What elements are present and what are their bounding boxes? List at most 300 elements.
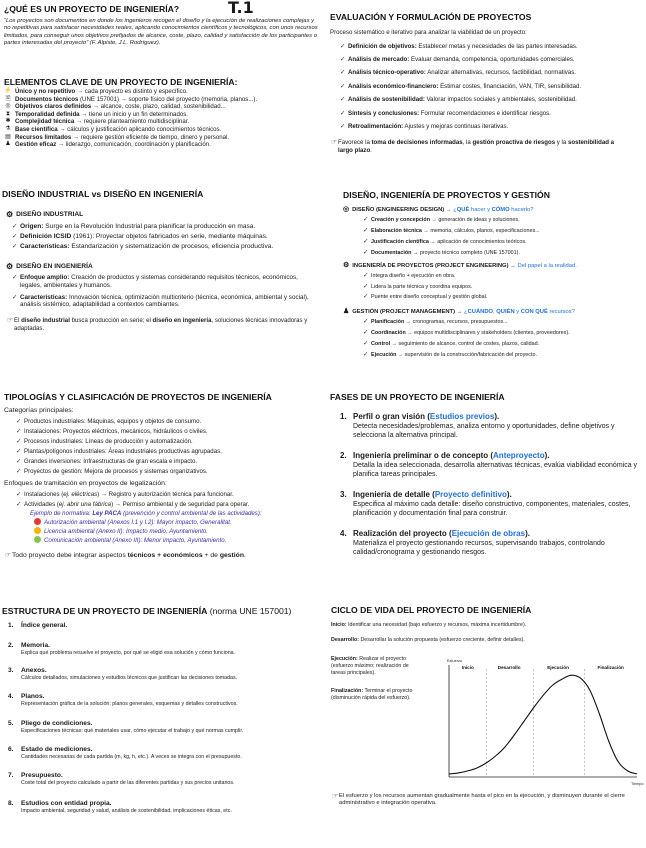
category-text: Proyectos de gestión: Mejora de procesos y sistemas organizativos. xyxy=(24,467,208,475)
what-title: ¿QUÉ ES UN PROYECTO DE INGENIERÍA? xyxy=(4,4,180,14)
phase-item xyxy=(340,529,644,557)
design-sub-item xyxy=(363,226,645,237)
pointing-hand-icon: ☞ xyxy=(4,552,12,560)
element-desc: → liderazgo, comunicación, coordinación y planificación. xyxy=(56,141,211,149)
pointing-hand-icon: ☞ xyxy=(6,317,14,325)
structure-title: ESTRUCTURA DE UN PROYECTO DE INGENIERÍA (norma UNE 157001) xyxy=(2,606,292,616)
design-sub-item-label: Justificación científica xyxy=(371,238,429,245)
target-icon: ◎ xyxy=(5,103,11,110)
engineering-sub-list xyxy=(363,271,645,304)
phase-title xyxy=(340,412,644,422)
element-item xyxy=(4,96,322,104)
structure-name: Estudios con entidad propia. xyxy=(21,800,112,807)
category-item xyxy=(16,447,326,457)
legal-item xyxy=(16,490,326,500)
level-item xyxy=(34,527,326,536)
design-sub-item-text xyxy=(371,215,520,226)
check-icon: ✓ xyxy=(363,293,369,301)
structure-item-title xyxy=(8,622,308,630)
check-icon: ✓ xyxy=(363,340,369,348)
y-axis-label: Esfuerzo xyxy=(447,659,462,663)
evaluation-item xyxy=(340,40,644,53)
engineering-sub-text: Puente entre diseño conceptual y gestión global. xyxy=(371,294,488,301)
structure-item xyxy=(8,720,308,735)
lifecycle-exec: Ejecución: Realizar el proyecto (esfuerzo máximo; realización de tareas principales). xyxy=(331,656,409,676)
engineering-item xyxy=(12,294,318,310)
hourglass-icon: ⧗ xyxy=(5,110,11,117)
engineering-item-label: Enfoque amplio: xyxy=(20,274,70,281)
element-desc: → alcance, coste, plazo, calidad, sostenibilidad... xyxy=(91,103,226,111)
phase-item xyxy=(340,490,644,518)
evaluation-item-desc: Establecer metas y necesidades de las partes interesadas. xyxy=(416,42,578,50)
element-desc: → requiere planteamiento multidisciplinar. xyxy=(74,118,190,126)
categories-list xyxy=(16,417,326,476)
management-sub-item-label: Control xyxy=(371,341,391,348)
evaluation-item-label: Definición de objetivos: xyxy=(348,42,417,50)
structure-item-title xyxy=(8,746,308,754)
level-item xyxy=(34,536,326,545)
check-icon: ✓ xyxy=(340,122,346,130)
lightning-icon: ⚡ xyxy=(4,88,12,94)
legal-b: ej. abrir una fábrica xyxy=(58,501,112,509)
evaluation-item-desc: Estimar costes, financiación, VAN, TIR, sensibilidad. xyxy=(438,82,582,90)
lifecycle-row-text: Desarrollar la solución propuesta (esfuerzo creciente, definir detalles). xyxy=(358,636,525,643)
level-text: Comunicación ambiental (Anexo III): Menor impacto, Ayuntamiento. xyxy=(44,537,227,545)
evaluation-item-desc: Ajustes y mejoras continuas iterativas. xyxy=(403,122,509,130)
engineering-item xyxy=(12,274,318,290)
check-icon: ✓ xyxy=(340,69,346,77)
status-dot-icon xyxy=(34,518,41,525)
design-section xyxy=(2,189,328,332)
check-icon: ✓ xyxy=(16,491,22,499)
design-sub-item-label: Documentación xyxy=(371,249,412,256)
phase-num: 2. xyxy=(340,451,347,460)
typologies-note: ☞ Todo proyecto debe integrar aspectos técnicos + económicos + de gestión. xyxy=(4,552,246,560)
evaluation-item xyxy=(340,93,644,106)
phase-title xyxy=(340,490,644,500)
industrial-item-desc: Estandarización y sistematización de procesos, eficiencia productiva. xyxy=(69,243,274,250)
lifecycle-row-label: Inicio: xyxy=(331,622,347,628)
element-text xyxy=(15,141,211,149)
gear-icon: ✱ xyxy=(5,118,11,125)
phase-desc: Detecta necesidades/problemas, analiza entorno y oportunidades, define objetivos y selecciona la alternativa principal. xyxy=(353,423,615,439)
design-sub-title: ◎ DISEÑO (ENGINEERING DESIGN) → ¿QUÉ hacer y CÓMO hacerlo? xyxy=(343,206,534,213)
evaluation-item xyxy=(340,66,644,79)
element-label: Objetivos claros definidos xyxy=(15,103,92,111)
engineering-item-desc: Innovación técnica, optimización multicriterio (técnica, económica, ambiental y social), análisis sistémico, adaptabilidad a contextos cambiantes. xyxy=(20,293,309,309)
structure-num: 5. xyxy=(8,720,14,727)
engineering-list xyxy=(12,274,326,309)
industrial-item-text xyxy=(20,242,273,252)
element-item xyxy=(4,141,322,149)
structure-num: 7. xyxy=(8,772,14,779)
element-desc: → cada proyecto es distinto y específico. xyxy=(75,88,188,95)
legal-label: Enfoques de tramitación en proyectos de legalización: xyxy=(4,480,167,488)
structure-item xyxy=(8,622,308,630)
check-icon: ✓ xyxy=(340,82,346,90)
phase-label: Finalización xyxy=(597,665,624,670)
design-sub-item xyxy=(363,215,645,226)
check-icon: ✓ xyxy=(16,427,22,435)
element-text xyxy=(15,111,188,119)
phase-desc: Especifica al máximo cada detalle: diseño constructivo, componentes, materiales, costes, planificación y documentación final para construir. xyxy=(353,501,631,517)
element-label: Documentos técnicos xyxy=(15,95,79,103)
management-sub-item-desc: → seguimiento de alcance, control de costes, plazos, calidad. xyxy=(390,341,540,348)
check-icon: ✓ xyxy=(12,233,18,240)
check-icon: ✓ xyxy=(12,243,18,250)
lifecycle-rows xyxy=(331,622,645,644)
team-icon: ♟ xyxy=(5,141,11,148)
element-text xyxy=(15,96,257,104)
element-item xyxy=(4,103,322,111)
management-sub-item-desc: → equipos multidisciplinares y stakeholders (clientes, proveedores). xyxy=(405,330,570,337)
structure-name: Memoria. xyxy=(21,642,50,649)
category-text: Procesos industriales: Líneas de producción y automatización. xyxy=(24,437,193,445)
legal-c: ) → Registro y autorización técnica para funcionar. xyxy=(97,491,234,499)
check-icon: ✓ xyxy=(363,351,369,359)
evaluation-item-text xyxy=(348,93,577,106)
legal-c: ) → Permiso ambiental y de seguridad para operar. xyxy=(111,501,250,509)
legal-a: Instalaciones ( xyxy=(24,491,64,499)
structure-item xyxy=(8,642,308,657)
industrial-item xyxy=(12,222,328,232)
check-icon: ✓ xyxy=(12,223,18,230)
effort-curve xyxy=(449,675,637,774)
example-line: Ejemplo de normativa: Ley PACA (prevención y control ambiental de las actividades): xyxy=(30,510,262,518)
phase-label: Desarrollo xyxy=(497,665,521,670)
evaluation-item-label: Análisis técnico-operativo: xyxy=(348,69,426,77)
category-item xyxy=(16,467,326,477)
phases-list xyxy=(340,412,644,557)
management-sub-item-desc: → supervisión de la construcción/fabricación del proyecto. xyxy=(396,352,537,359)
phase-title xyxy=(340,451,644,461)
level-text: Licencia ambiental (Anexo II): Impacto medio, Ayuntamiento. xyxy=(44,528,208,536)
structure-num: 6. xyxy=(8,746,14,753)
structure-item xyxy=(8,667,308,682)
gear-icon: ⚙ xyxy=(343,261,350,269)
evaluation-item-text xyxy=(348,107,551,120)
phase-name: Realización del proyecto ( xyxy=(353,529,452,538)
phase-end: ). xyxy=(494,412,500,421)
management-sub-item-text xyxy=(371,317,508,328)
design-sub-item-text xyxy=(371,237,527,248)
industrial-title: ⚙ DISEÑO INDUSTRIAL xyxy=(6,210,84,219)
management-sub-item xyxy=(363,350,645,361)
structure-item-desc: Explica qué problema resuelve el proyecto, por qué se eligió esa solución y cómo funciona. xyxy=(21,650,236,656)
element-desc: → tiene un inicio y un fin determinados. xyxy=(79,110,188,118)
elements-list xyxy=(4,88,322,149)
gear-icon: ⚙ xyxy=(6,262,14,271)
lifecycle-row xyxy=(331,622,645,629)
category-text: Productos industriales: Máquinas, equipos y objetos de consumo. xyxy=(24,418,202,425)
structure-item-desc: Coste total del proyecto calculado a partir de las diferentes partidas y sus precios unitarios. xyxy=(21,780,235,786)
management-sub-item xyxy=(363,317,645,328)
structure-name: Planos. xyxy=(21,693,45,700)
lifecycle-row xyxy=(331,637,645,644)
typologies-section xyxy=(4,392,326,560)
engineering-item-text xyxy=(20,274,318,290)
industrial-item-desc: (1961): Proyectar objetos fabricados en serie, mediante máquinas. xyxy=(71,233,268,240)
element-label: Único y no repetitivo xyxy=(15,88,76,95)
element-text xyxy=(15,88,188,96)
evaluation-item-label: Análisis económico-financiero: xyxy=(348,82,439,90)
management-sub-item xyxy=(363,339,645,350)
legal-b: ej. eléctricas xyxy=(63,491,98,499)
engineering-item-desc: Creación de productos y sistemas considerando requisitos técnicos, económicos, legales, ambientales y humanos. xyxy=(20,274,298,289)
structure-item-title xyxy=(8,693,308,701)
evaluation-intro: Proceso sistemático e iterativo para analizar la viabilidad de un proyecto: xyxy=(330,29,527,36)
category-item xyxy=(16,457,326,467)
evaluation-item xyxy=(340,120,644,133)
phase-item xyxy=(340,412,644,440)
industrial-item-label: Características: xyxy=(20,243,70,250)
target-icon: ◎ xyxy=(343,206,350,213)
structure-item-desc: Representación gráfica de la solución: planos generales, esquemas y detalles constructivos. xyxy=(21,701,238,707)
element-text xyxy=(15,103,226,111)
levels-list xyxy=(34,518,326,546)
elements-title: ELEMENTOS CLAVE DE UN PROYECTO DE INGENIERÍA: xyxy=(4,77,238,87)
category-item xyxy=(16,437,326,447)
check-icon: ✓ xyxy=(16,418,22,425)
management-sub-item-text xyxy=(371,350,537,361)
engineering-sub-item xyxy=(363,282,645,293)
check-icon: ✓ xyxy=(340,96,346,104)
element-text xyxy=(15,118,189,126)
legal-list xyxy=(16,490,326,510)
phase-label: Ejecución xyxy=(547,665,569,670)
phase-end: ). xyxy=(544,451,550,460)
design-sub-item-label: Elaboración técnica xyxy=(371,227,422,234)
check-icon: ✓ xyxy=(340,55,346,63)
structure-item-desc: Impacto ambiental, seguridad y salud, análisis de sostenibilidad, implicaciones éticas, etc. xyxy=(21,808,232,814)
lifecycle-row-label: Desarrollo: xyxy=(331,636,359,643)
phase-item xyxy=(340,451,644,479)
page-mark: T.1 xyxy=(228,0,254,16)
management-sub-item-text xyxy=(371,339,539,350)
level-item xyxy=(34,518,326,527)
design-sub-item-desc: → memoria, cálculos, planos, especificaciones... xyxy=(421,227,540,234)
elements-section xyxy=(4,77,322,149)
check-icon: ✓ xyxy=(16,501,22,509)
gear-icon: ⚙ xyxy=(6,210,14,219)
design-title: DISEÑO INDUSTRIAL vs DISEÑO EN INGENIERÍA xyxy=(2,189,204,199)
management-sub-item-desc: → cronogramas, recursos, presupuestos... xyxy=(404,319,508,326)
structure-num: 2. xyxy=(8,642,14,649)
phase-num: 3. xyxy=(340,490,347,499)
what-quote: “Los proyectos son documentos en donde los ingenieros recogen el diseño y la ejecución de realizaciones complejas y no repetitivas para satisfacer necesidades reales, aplicando conocimientos científicos y tecnológicos, con unos recursos limitados, para conseguir unos objetivos prefijados de alcance, coste, plazo, calidad y satisfacción de los participantes o partes interesadas del proyecto” (F. Alpiste, J.L. Rodríguez). xyxy=(4,18,318,46)
structure-num: 1. xyxy=(8,622,14,629)
evaluation-section xyxy=(330,12,644,155)
engineering-sub-text: Lidera la parte técnica y coordina equipos. xyxy=(371,283,473,290)
engineering-title: ⚙ DISEÑO EN INGENIERÍA xyxy=(6,262,93,271)
structure-item-title xyxy=(8,667,308,675)
category-item xyxy=(16,427,326,437)
check-icon: ✓ xyxy=(16,457,22,465)
design-sub-item-desc: → aplicación de conocimientos teóricos. xyxy=(428,238,527,245)
engineering-sub-item xyxy=(363,292,645,303)
check-icon: ✓ xyxy=(16,437,22,445)
industrial-list xyxy=(12,222,328,252)
flask-icon: ⚗ xyxy=(5,125,11,132)
phase-name: Ingeniería de detalle ( xyxy=(353,490,435,499)
structure-item-desc: Cantidades necesarias de cada partida (m, kg, h, etc.). A veces se integra con el presupuesto. xyxy=(21,754,242,760)
structure-section xyxy=(0,606,324,828)
pointing-hand-icon: ☞ xyxy=(331,793,339,800)
industrial-item-text xyxy=(20,222,255,232)
check-icon: ✓ xyxy=(16,447,22,455)
element-label: Complejidad técnica xyxy=(15,118,75,126)
evaluation-note: ☞ Favorece la toma de decisiones informadas, la gestión proactiva de riesgos y la sostenibilidad a largo plazo. xyxy=(330,139,615,154)
design-sub-item-text xyxy=(371,226,540,237)
lifecycle-fin: Finalización: Terminar el proyecto (disminución rápida del esfuerzo). xyxy=(331,688,413,701)
industrial-item-text xyxy=(20,232,268,242)
phase-desc: Materializa el proyecto gestionando recursos, supervisando trabajos, controlando calidad/cronograma y gestionando riesgos. xyxy=(353,540,605,556)
x-axis-label: Tiempo xyxy=(631,782,644,786)
management-title: DISEÑO, INGENIERÍA DE PROYECTOS Y GESTIÓN xyxy=(343,190,550,200)
category-item xyxy=(16,417,326,427)
lifecycle-section xyxy=(331,605,645,841)
structure-item xyxy=(8,746,308,761)
management-sub-item xyxy=(363,328,645,339)
evaluation-item xyxy=(340,80,644,93)
evaluation-item-text xyxy=(348,80,581,93)
legal-item xyxy=(16,500,326,510)
phase-link: Anteproyecto xyxy=(493,451,545,460)
phase-link: Proyecto definitivo xyxy=(434,490,507,499)
engineering-sub-title: ⚙ INGENIERÍA DE PROYECTOS (PROJECT ENGINEERING) → Del papel a la realidad. xyxy=(343,261,577,269)
phases-title: FASES DE UN PROYECTO DE INGENIERÍA xyxy=(330,392,505,402)
evaluation-item-label: Retroalimentación: xyxy=(348,122,404,130)
industrial-item-desc: Surge en la Revolución Industrial para planificar la producción en masa. xyxy=(43,223,256,230)
structure-item xyxy=(8,800,308,815)
phase-name: Perfil o gran visión ( xyxy=(353,412,430,421)
design-sub-item xyxy=(363,237,645,248)
check-icon: ✓ xyxy=(12,293,18,301)
category-text: Plantas/polígonos industriales: Áreas industriales productivas agrupadas. xyxy=(24,447,222,455)
structure-item-desc: Especificaciones técnicas: qué materiales usar, cómo ejecutar el trabajo y qué normas cumplir. xyxy=(21,728,244,734)
structure-item-title xyxy=(8,800,308,808)
lifecycle-row-text: Identificar una necesidad (bajo esfuerzo y recursos, máxima incertidumbre). xyxy=(346,622,527,628)
evaluation-item-text xyxy=(348,120,508,133)
element-item xyxy=(4,118,322,126)
legal-text xyxy=(24,500,249,510)
structure-item xyxy=(8,693,308,708)
category-text: Instalaciones: Proyectos eléctricos, mecánicos, hidráulicos o civiles. xyxy=(24,427,208,435)
engineering-sub-text: Integra diseño + ejecución en obra. xyxy=(371,272,456,279)
phases-section xyxy=(330,392,644,568)
industrial-item xyxy=(12,232,328,242)
industrial-item-label: Origen: xyxy=(20,223,44,230)
element-item xyxy=(4,111,322,119)
design-sub-item-desc: → proyecto técnico completo (UNE 157001). xyxy=(411,249,520,256)
check-icon: ✓ xyxy=(363,282,369,290)
lifecycle-title: CICLO DE VIDA DEL PROYECTO DE INGENIERÍA xyxy=(331,605,532,615)
phase-num: 4. xyxy=(340,529,347,538)
evaluation-item-text xyxy=(348,66,576,79)
design-sub-item xyxy=(363,248,645,259)
design-sub-item-desc: → generación de ideas y soluciones. xyxy=(430,217,520,223)
management-section xyxy=(343,190,645,361)
typologies-title: TIPOLOGÍAS Y CLASIFICACIÓN DE PROYECTOS DE INGENIERÍA xyxy=(4,392,272,402)
element-label: Base científica xyxy=(15,125,58,133)
database-icon: ▤ xyxy=(5,133,11,140)
structure-item xyxy=(8,772,308,787)
status-dot-icon xyxy=(34,536,41,543)
categories-label: Categorías principales: xyxy=(4,407,74,414)
phase-end: ). xyxy=(506,490,512,499)
element-desc: (UNE 157001) → soporte físico del proyecto (memoria, planos...). xyxy=(78,95,258,103)
check-icon: ✓ xyxy=(340,109,346,117)
check-icon: ✓ xyxy=(363,329,369,337)
design-sub-list xyxy=(363,215,645,259)
phase-desc: Detalla la idea seleccionada, desarrolla alternativas técnicas, evalúa viabilidad económica y planifica tareas principales. xyxy=(353,462,638,478)
management-sub-item-text xyxy=(371,328,570,339)
evaluation-item-desc: Formular recomendaciones e identificar riesgos. xyxy=(419,109,551,117)
team-icon: ♟ xyxy=(343,308,350,316)
document-icon: 🗎 xyxy=(5,95,11,102)
evaluation-item-desc: Evaluar demanda, competencia, oportunidades comerciales. xyxy=(409,55,575,63)
phase-num: 1. xyxy=(340,412,347,421)
engineering-sub-item xyxy=(363,271,645,282)
evaluation-item xyxy=(340,53,644,66)
check-icon: ✓ xyxy=(363,248,369,256)
design-note: ☞ El diseño industrial busca producción en serie; el diseño en ingeniería, soluciones técnicas innovadoras y adaptadas. xyxy=(6,317,308,332)
management-sub-item-label: Ejecución xyxy=(371,352,397,359)
evaluation-item-desc: Analizar alternativas, recursos, factibilidad, normativas. xyxy=(425,69,576,77)
design-sub-item-label: Creación y concepción xyxy=(371,217,431,223)
check-icon: ✓ xyxy=(363,226,369,234)
check-icon: ✓ xyxy=(340,42,346,50)
element-desc: → cálculos y justificación aplicando conocimientos técnicos. xyxy=(57,125,222,133)
element-item xyxy=(4,134,322,142)
element-text xyxy=(15,126,221,134)
evaluation-item xyxy=(340,107,644,120)
evaluation-item-desc: Valorar impactos sociales y ambientales, sostenibilidad. xyxy=(424,96,577,104)
evaluation-item-label: Análisis de mercado: xyxy=(348,55,410,63)
design-sub-item-text xyxy=(371,248,520,259)
element-label: Temporalidad definida xyxy=(15,110,80,118)
evaluation-item-label: Síntesis y conclusiones: xyxy=(348,109,420,117)
what-section xyxy=(4,4,322,47)
evaluation-item-text xyxy=(348,53,575,66)
structure-name: Anexos. xyxy=(21,667,47,674)
structure-item-desc: Cálculos detallados, simulaciones y estudios técnicos que justifican las decisiones tomadas. xyxy=(21,675,238,681)
structure-num: 3. xyxy=(8,667,14,674)
check-icon: ✓ xyxy=(363,237,369,245)
phase-name: Ingeniería preliminar o de concepto ( xyxy=(353,451,494,460)
pointing-hand-icon: ☞ xyxy=(330,139,338,147)
phase-end: ). xyxy=(525,529,530,538)
element-text xyxy=(15,134,229,142)
phase-link: Estudios previos xyxy=(429,412,495,421)
check-icon: ✓ xyxy=(363,318,369,326)
effort-chart xyxy=(443,661,643,787)
structure-name: Estado de mediciones. xyxy=(21,746,93,753)
structure-item-title xyxy=(8,772,308,780)
structure-item-title xyxy=(8,720,308,728)
management-sub-item-label: Coordinación xyxy=(371,330,406,337)
element-label: Gestión eficaz xyxy=(15,141,57,149)
check-icon: ✓ xyxy=(363,271,369,279)
level-text: Autorización ambiental (Anexos I.1 y I.2): Mayor impacto, Generalitat. xyxy=(44,518,232,526)
industrial-item-label: Definición ICSID xyxy=(20,233,72,240)
structure-item-title xyxy=(8,642,308,650)
structure-num: 8. xyxy=(8,800,14,807)
phase-title xyxy=(340,529,644,539)
evaluation-title: EVALUACIÓN Y FORMULACIÓN DE PROYECTOS xyxy=(330,12,532,22)
evaluation-list xyxy=(340,40,644,134)
check-icon: ✓ xyxy=(16,467,22,475)
